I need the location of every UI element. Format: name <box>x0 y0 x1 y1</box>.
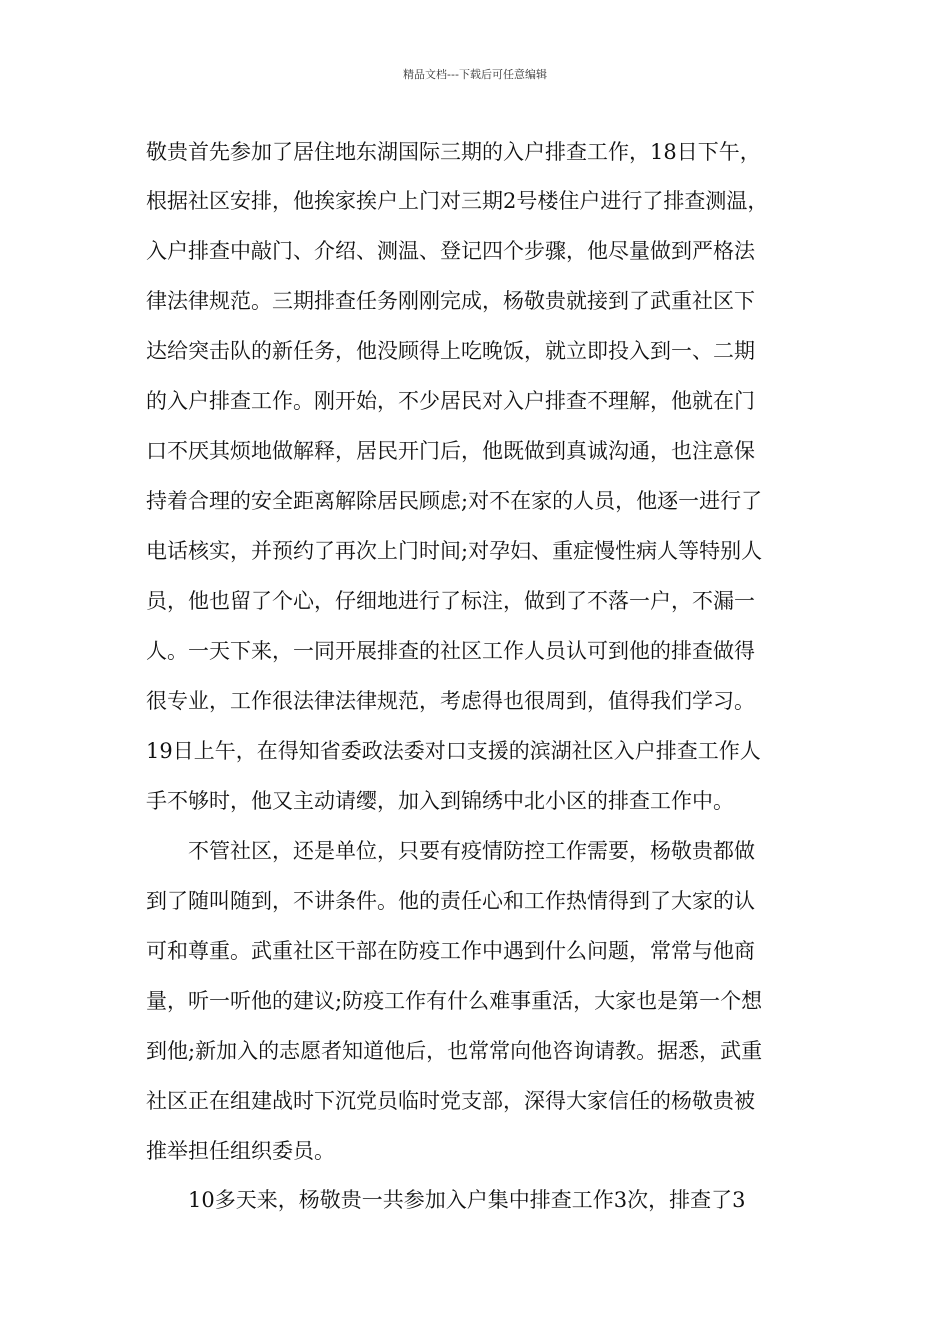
text-line: 推举担任组织委员。 <box>146 1139 335 1163</box>
text-line: 人。一天下来，一同开展排查的社区工作人员认可到他的排查做得 <box>146 639 755 663</box>
text-line: 根据社区安排，他挨家挨户上门对三期2号楼住户进行了排查测温， <box>146 189 769 213</box>
text-line: 19日上午，在得知省委政法委对口支援的滨湖社区入户排查工作人 <box>146 739 761 763</box>
text-line: 量，听一听他的建议;防疫工作有什么难事重活，大家也是第一个想 <box>146 989 763 1013</box>
text-line: 持着合理的安全距离解除居民顾虑;对不在家的人员，他逐一进行了 <box>146 489 763 513</box>
page-header: 精品文档---下载后可任意编辑 <box>403 68 547 81</box>
text-line: 达给突击队的新任务，他没顾得上吃晚饭，就立即投入到一、二期 <box>146 339 755 363</box>
text-line: 可和尊重。武重社区干部在防疫工作中遇到什么问题，常常与他商 <box>146 939 755 963</box>
text-line: 不管社区，还是单位，只要有疫情防控工作需要，杨敬贵都做 <box>146 839 755 863</box>
text-line: 的入户排查工作。刚开始，不少居民对入户排查不理解，他就在门 <box>146 389 755 413</box>
text-line: 敬贵首先参加了居住地东湖国际三期的入户排查工作，18日下午， <box>146 140 761 164</box>
text-line: 电话核实，并预约了再次上门时间;对孕妇、重症慢性病人等特别人 <box>146 539 763 563</box>
text-line: 社区正在组建战时下沉党员临时党支部，深得大家信任的杨敬贵被 <box>146 1089 755 1113</box>
text-line: 很专业，工作很法律法律规范，考虑得也很周到，值得我们学习。 <box>146 689 755 713</box>
text-line: 员，他也留了个心，仔细地进行了标注，做到了不落一户，不漏一 <box>146 589 755 613</box>
text-line: 入户排查中敲门、介绍、测温、登记四个步骤，他尽量做到严格法 <box>146 239 755 263</box>
text-line: 到了随叫随到，不讲条件。他的责任心和工作热情得到了大家的认 <box>146 889 755 913</box>
text-line: 口不厌其烦地做解释，居民开门后，他既做到真诚沟通，也注意保 <box>146 439 755 463</box>
text-line: 10多天来，杨敬贵一共参加入户集中排查工作3次，排查了3 <box>146 1188 746 1212</box>
text-line: 手不够时，他又主动请缨，加入到锦绣中北小区的排查工作中。 <box>146 789 734 813</box>
text-line: 到他;新加入的志愿者知道他后，也常常向他咨询请教。据悉，武重 <box>146 1039 763 1063</box>
text-line: 律法律规范。三期排查任务刚刚完成，杨敬贵就接到了武重社区下 <box>146 289 755 313</box>
